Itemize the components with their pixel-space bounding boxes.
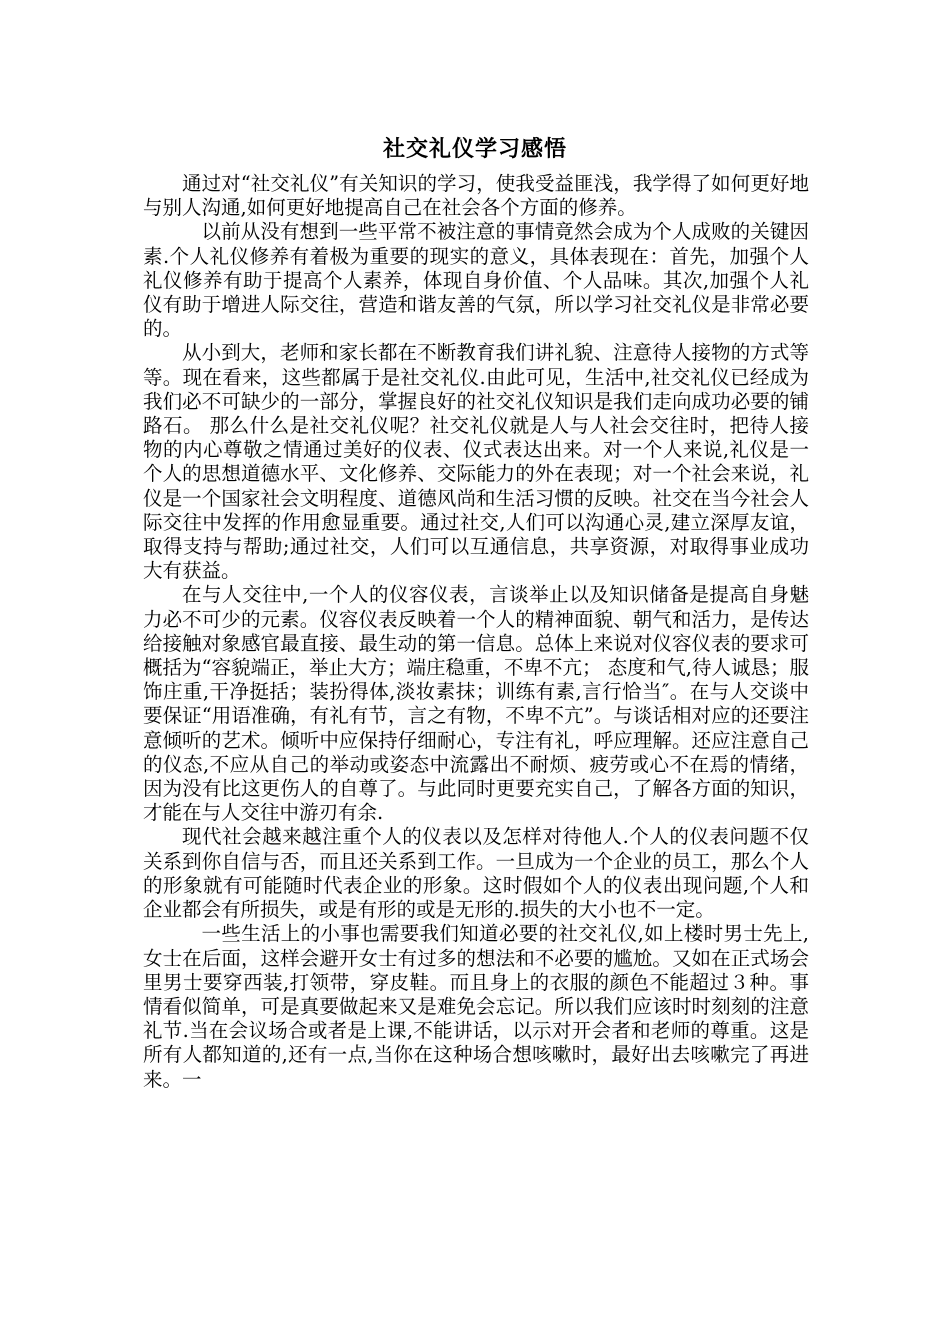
paragraph-intro: 通过对“社交礼仪”有关知识的学习，使我受益匪浅，我学得了如何更好地与别人沟通,如何更好地提高自己在社会各个方面的修养。	[143, 172, 809, 220]
document-body	[143, 172, 809, 1092]
paragraph-definition: 从小到大，老师和家长都在不断教育我们讲礼貌、注意待人接物的方式等等。现在看来，这些都属于是社交礼仪.由此可见，生活中,社交礼仪已经成为我们必不可缺少的一部分，掌握良好的社交礼仪知识是我们走向成功必要的铺路石。 那么什么是社交礼仪呢？社交礼仪就是人与人社会交往时，把待人接物的内心尊敬之情通过美好的仪表、仪式表达出来。对一个人来说,礼仪是一个人的思想道德水平、文化修养、交际能力的外在表现；对一个社会来说，礼仪是一个国家社会文明程度、道德风尚和生活习惯的反映。社交在当今社会人际交往中发挥的作用愈显重要。通过社交,人们可以沟通心灵,建立深厚友谊，取得支持与帮助;通过社交，人们可以互通信息，共享资源，对取得事业成功大有获益。	[143, 341, 809, 583]
paragraph-appearance: 在与人交往中,一个人的仪容仪表，言谈举止以及知识储备是提高自身魅力必不可少的元素。仪容仪表反映着一个人的精神面貌、朝气和活力，是传达给接触对象感官最直接、最生动的第一信息。总体上来说对仪容仪表的要求可概括为“容貌端正，举止大方；端庄稳重，不卑不亢； 态度和气,待人诚恳；服饰庄重,干净挺括；装扮得体,淡妆素抹；训练有素,言行恰当″。在与人交谈中要保证“用语准确，有礼有节，言之有物，不卑不亢”。与谈话相对应的还要注意倾听的艺术。倾听中应保持仔细耐心，专注有礼，呼应理解。还应注意自己的仪态,不应从自己的举动或姿态中流露出不耐烦、疲劳或心不在焉的情绪，因为没有比这更伤人的自尊了。与此同时更要充实自己，了解各方面的知识，才能在与人交往中游刃有余.	[143, 583, 809, 825]
paragraph-importance: 以前从没有想到一些平常不被注意的事情竟然会成为个人成败的关键因素.个人礼仪修养有着极为重要的现实的意义，具体表现在：首先，加强个人礼仪修养有助于提高个人素养，体现自身价值、个人品味。其次,加强个人礼仪有助于增进人际交往，营造和谐友善的气氛，所以学习社交礼仪是非常必要的。	[143, 220, 809, 341]
document-title: 社交礼仪学习感悟	[382, 137, 567, 162]
paragraph-daily-life: 一些生活上的小事也需要我们知道必要的社交礼仪,如上楼时男士先上,女士在后面，这样会避开女士有过多的想法和不必要的尴尬。又如在正式场会里男士要穿西装,打领带，穿皮鞋。而且身上的衣服的颜色不能超过３种。事情看似简单，可是真要做起来又是难免会忘记。所以我们应该时时刻刻的注意礼节.当在会议场合或者是上课,不能讲话，以示对开会者和老师的尊重。这是所有人都知道的,还有一点,当你在这种场合想咳嗽时，最好出去咳嗽完了再进来。一	[143, 922, 809, 1091]
paragraph-modern-society: 现代社会越来越注重个人的仪表以及怎样对待他人.个人的仪表问题不仅关系到你自信与否，而且还关系到工作。一旦成为一个企业的员工，那么个人的形象就有可能随时代表企业的形象。这时假如个人的仪表出现问题,个人和企业都会有所损失，或是有形的或是无形的.损失的大小也不一定。	[143, 825, 809, 922]
